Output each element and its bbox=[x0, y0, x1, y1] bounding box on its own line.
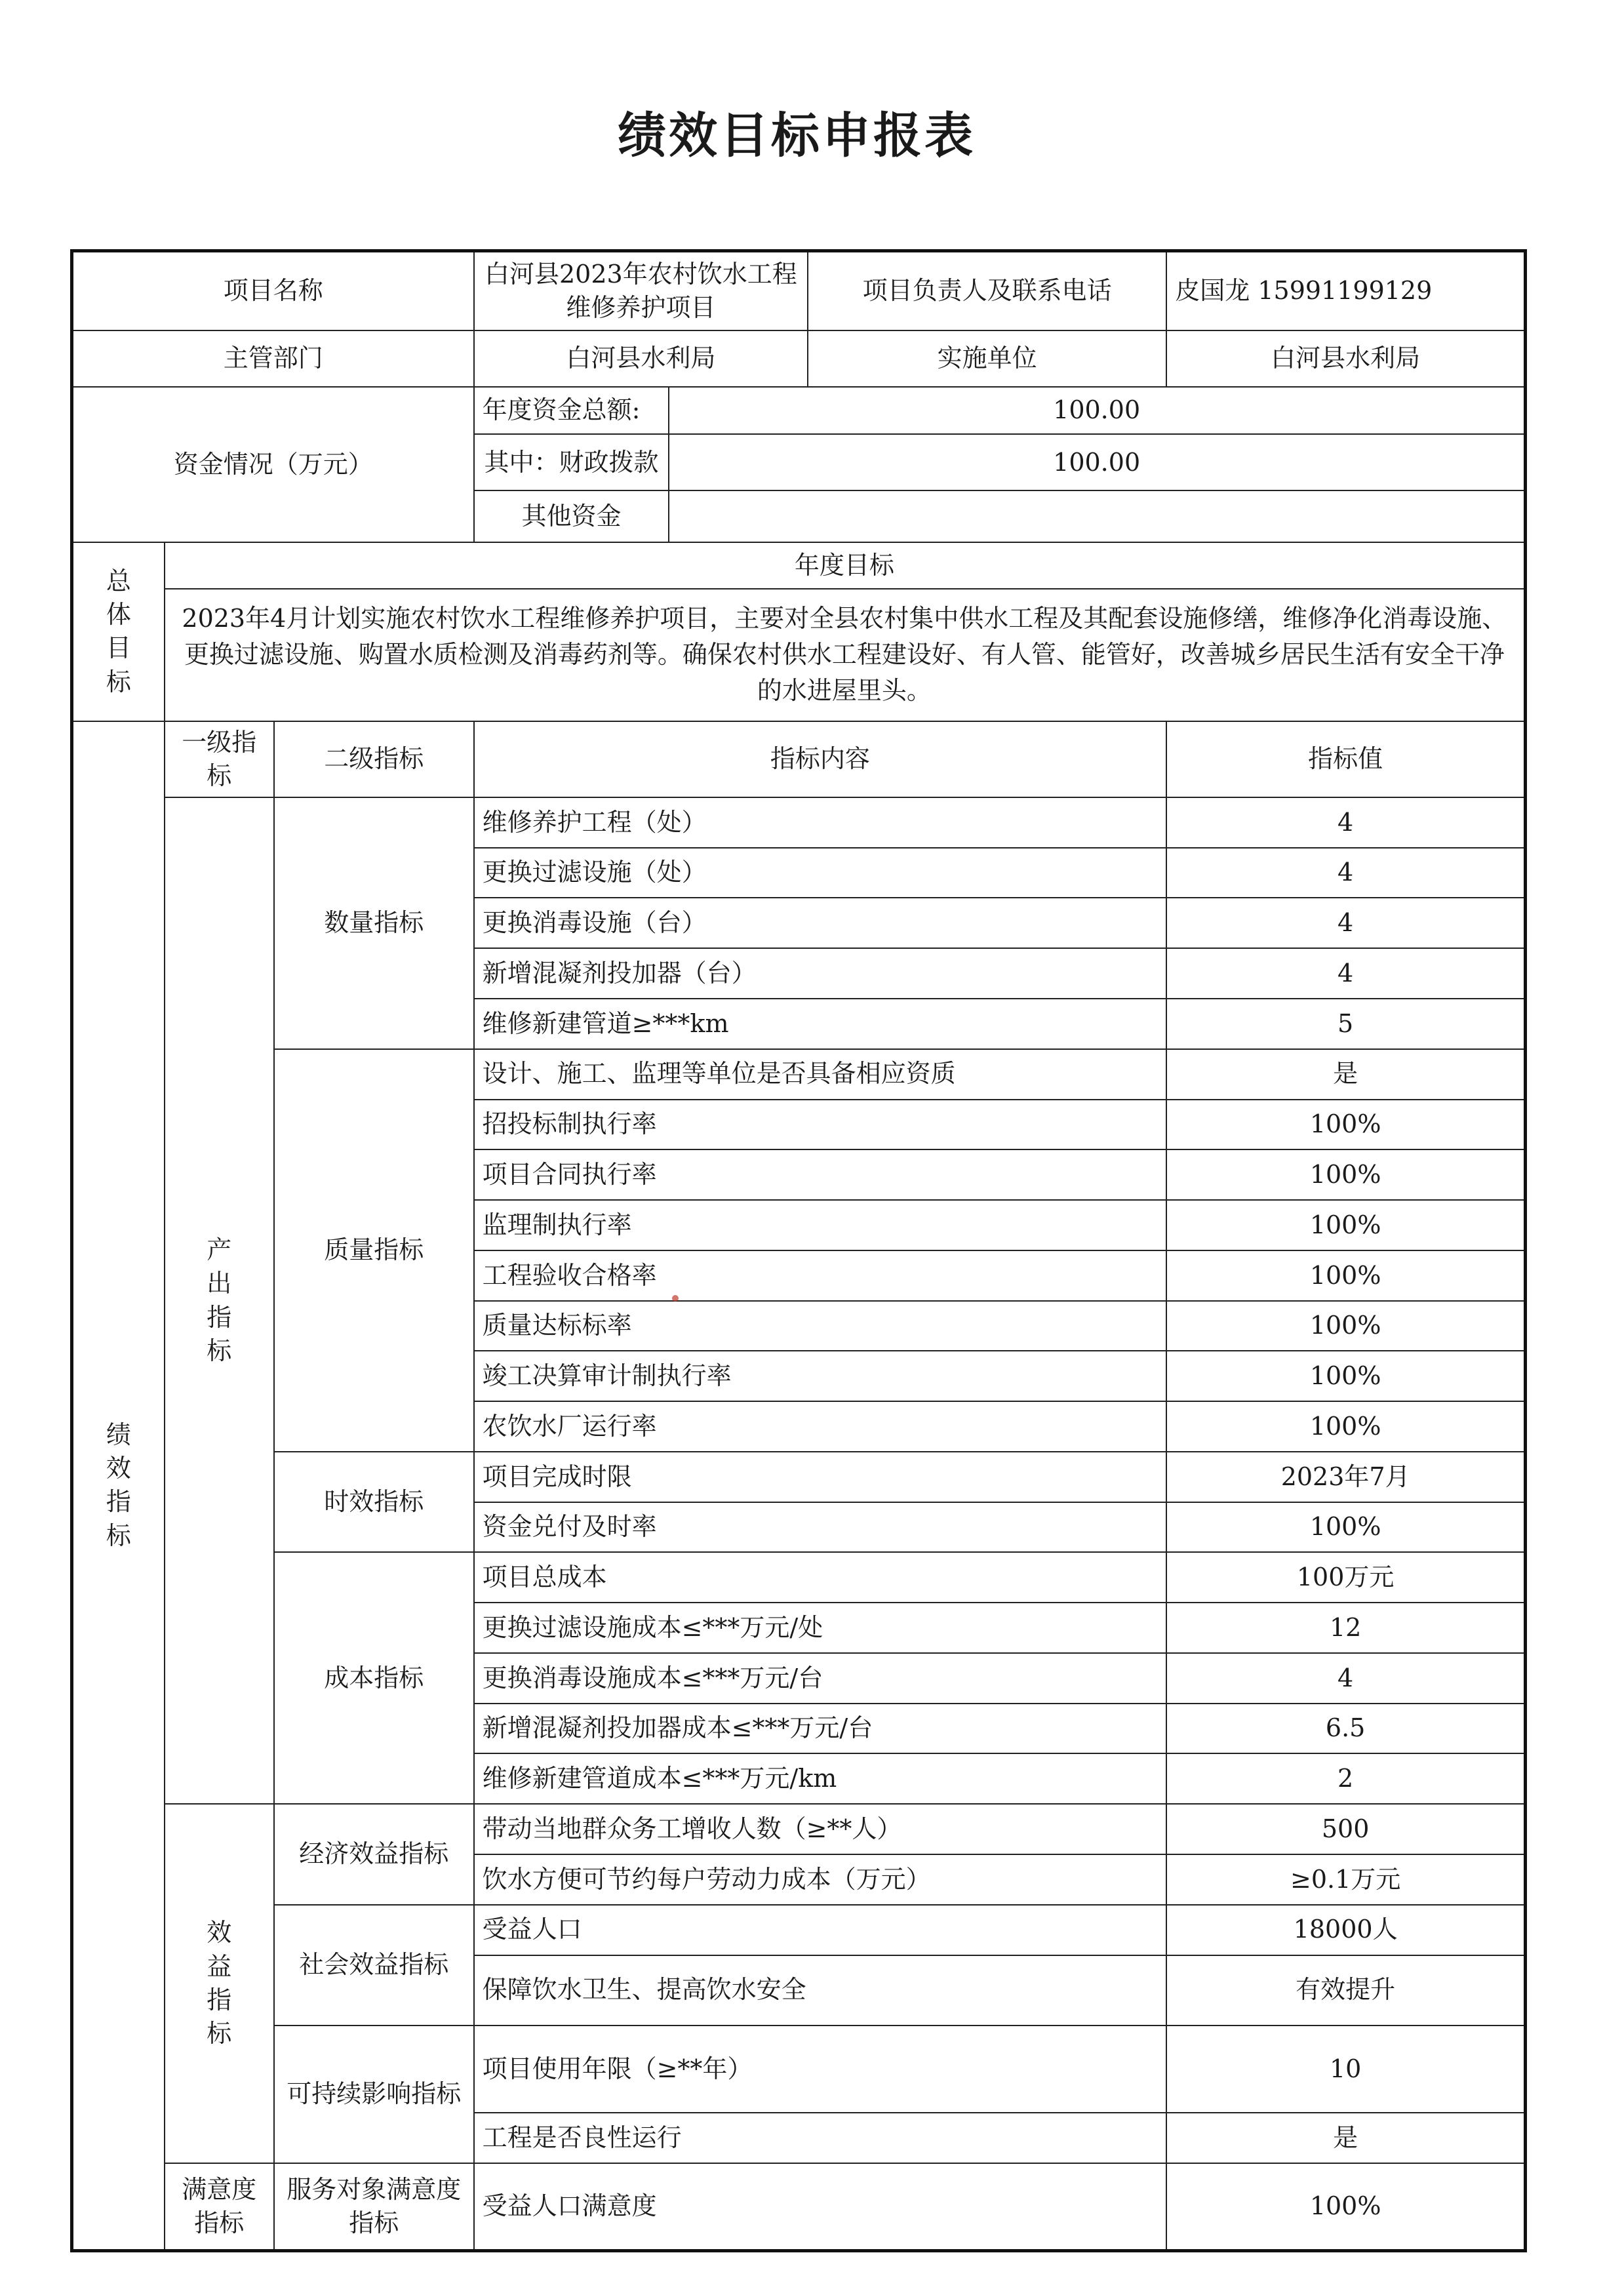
timeliness-indicators-label: 时效指标 bbox=[274, 1452, 474, 1553]
indicator-content: 资金兑付及时率 bbox=[474, 1502, 1167, 1553]
funds-other-value bbox=[669, 490, 1525, 542]
contact-label: 项目负责人及联系电话 bbox=[808, 251, 1166, 330]
quality-indicators-label: 质量指标 bbox=[274, 1049, 474, 1452]
indicator-row bbox=[72, 1049, 1526, 1100]
indicator-value: 是 bbox=[1166, 2113, 1525, 2163]
indicator-value: 4 bbox=[1166, 797, 1525, 848]
scan-artifact-dot bbox=[672, 1295, 679, 1302]
indicator-value: 100% bbox=[1166, 1149, 1525, 1200]
benefit-indicators-label: 效益指标 bbox=[165, 1804, 274, 2163]
indicator-value: 2 bbox=[1166, 1753, 1525, 1804]
indicator-value: 100% bbox=[1166, 1351, 1525, 1401]
indicator-header-row bbox=[72, 721, 1526, 797]
indicator-content: 质量达标标率 bbox=[474, 1301, 1167, 1351]
funds-fiscal-label: 其中：财政拨款 bbox=[474, 434, 669, 490]
funds-other-label: 其他资金 bbox=[474, 490, 669, 542]
indicator-content: 项目总成本 bbox=[474, 1552, 1167, 1603]
indicator-value: 4 bbox=[1166, 948, 1525, 999]
indicator-content: 工程是否良性运行 bbox=[474, 2113, 1167, 2163]
indicator-row bbox=[72, 1452, 1526, 1502]
indicator-value: 500 bbox=[1166, 1804, 1525, 1854]
impl-label: 实施单位 bbox=[808, 330, 1166, 387]
col-level2-header: 二级指标 bbox=[274, 721, 474, 797]
contact-value: 皮国龙 15991199129 bbox=[1166, 251, 1525, 330]
indicator-value: 100% bbox=[1166, 2163, 1525, 2251]
indicator-content: 带动当地群众务工增收人数（≥**人） bbox=[474, 1804, 1167, 1854]
funds-label: 资金情况（万元） bbox=[72, 387, 474, 542]
indicator-value: 12 bbox=[1166, 1603, 1525, 1653]
indicator-value: 有效提升 bbox=[1166, 1955, 1525, 2026]
performance-indicators-label: 绩效指标 bbox=[72, 721, 165, 2251]
sustainability-label: 可持续影响指标 bbox=[274, 2026, 474, 2163]
overall-goal-label: 总体目标 bbox=[72, 542, 165, 721]
impl-value: 白河县水利局 bbox=[1166, 330, 1525, 387]
funds-total-value: 100.00 bbox=[669, 387, 1525, 435]
indicator-value: 6.5 bbox=[1166, 1704, 1525, 1754]
indicator-content: 招投标制执行率 bbox=[474, 1100, 1167, 1150]
dept-label: 主管部门 bbox=[72, 330, 474, 387]
indicator-content: 更换过滤设施成本≤***万元/处 bbox=[474, 1603, 1167, 1653]
indicator-value: 100% bbox=[1166, 1401, 1525, 1452]
annual-goal-header: 年度目标 bbox=[165, 542, 1526, 589]
indicator-content: 受益人口 bbox=[474, 1905, 1167, 1955]
indicator-content: 项目使用年限（≥**年） bbox=[474, 2026, 1167, 2113]
indicator-content: 维修新建管道成本≤***万元/km bbox=[474, 1753, 1167, 1804]
indicator-value: 100% bbox=[1166, 1301, 1525, 1351]
col-value-header: 指标值 bbox=[1166, 721, 1525, 797]
indicator-value: 18000人 bbox=[1166, 1905, 1525, 1955]
social-benefit-label: 社会效益指标 bbox=[274, 1905, 474, 2026]
indicator-content: 饮水方便可节约每户劳动力成本（万元） bbox=[474, 1854, 1167, 1905]
indicator-value: 100万元 bbox=[1166, 1552, 1525, 1603]
dept-value: 白河县水利局 bbox=[474, 330, 808, 387]
indicator-row bbox=[72, 1905, 1526, 1955]
indicator-content: 维修新建管道≥***km bbox=[474, 999, 1167, 1049]
indicator-row bbox=[72, 1552, 1526, 1603]
indicator-value: 是 bbox=[1166, 1049, 1525, 1100]
indicator-content: 更换过滤设施（处） bbox=[474, 848, 1167, 898]
goal-header-row bbox=[72, 542, 1526, 589]
indicator-content: 保障饮水卫生、提高饮水安全 bbox=[474, 1955, 1167, 2026]
economic-benefit-label: 经济效益指标 bbox=[274, 1804, 474, 1905]
col-content-header: 指标内容 bbox=[474, 721, 1167, 797]
performance-target-form bbox=[70, 249, 1527, 2252]
indicator-row bbox=[72, 1804, 1526, 1854]
indicator-value: 100% bbox=[1166, 1200, 1525, 1250]
indicator-content: 新增混凝剂投加器（台） bbox=[474, 948, 1167, 999]
indicator-content: 项目完成时限 bbox=[474, 1452, 1167, 1502]
goal-text-row bbox=[72, 589, 1526, 721]
indicator-content: 新增混凝剂投加器成本≤***万元/台 bbox=[474, 1704, 1167, 1754]
project-name-label: 项目名称 bbox=[72, 251, 474, 330]
annual-goal-text: 2023年4月计划实施农村饮水工程维修养护项目，主要对全县农村集中供水工程及其配套设施修缮，维修净化消毒设施、更换过滤设施、购置水质检测及消毒药剂等。确保农村供水工程建设好、有人管、能管好，改善城乡居民生活有安全干净的水进屋里头。 bbox=[165, 589, 1526, 721]
indicator-value: 100% bbox=[1166, 1502, 1525, 1553]
indicator-content: 竣工决算审计制执行率 bbox=[474, 1351, 1167, 1401]
indicator-content: 工程验收合格率 bbox=[474, 1250, 1167, 1301]
indicator-content: 更换消毒设施（台） bbox=[474, 898, 1167, 948]
indicator-row bbox=[72, 2163, 1526, 2251]
indicator-value: 10 bbox=[1166, 2026, 1525, 2113]
indicator-value: 100% bbox=[1166, 1100, 1525, 1150]
page-title: 绩效目标申报表 bbox=[618, 108, 976, 164]
indicator-value: ≥0.1万元 bbox=[1166, 1854, 1525, 1905]
indicator-content: 农饮水厂运行率 bbox=[474, 1401, 1167, 1452]
funds-fiscal-value: 100.00 bbox=[669, 434, 1525, 490]
output-indicators-label: 产出指标 bbox=[165, 797, 274, 1804]
service-satisfaction-label: 服务对象满意度指标 bbox=[274, 2163, 474, 2251]
indicator-value: 100% bbox=[1166, 1250, 1525, 1301]
satisfaction-indicators-label: 满意度指标 bbox=[165, 2163, 274, 2251]
indicator-value: 4 bbox=[1166, 1653, 1525, 1704]
indicator-content: 项目合同执行率 bbox=[474, 1149, 1167, 1200]
indicator-value: 4 bbox=[1166, 898, 1525, 948]
indicator-value: 2023年7月 bbox=[1166, 1452, 1525, 1502]
project-name-value: 白河县2023年农村饮水工程维修养护项目 bbox=[474, 251, 808, 330]
indicator-content: 受益人口满意度 bbox=[474, 2163, 1167, 2251]
indicator-row bbox=[72, 2026, 1526, 2113]
funds-total-row bbox=[72, 387, 1526, 435]
indicator-row bbox=[72, 797, 1526, 848]
indicator-content: 更换消毒设施成本≤***万元/台 bbox=[474, 1653, 1167, 1704]
department-row bbox=[72, 330, 1526, 387]
indicator-value: 5 bbox=[1166, 999, 1525, 1049]
indicator-value: 4 bbox=[1166, 848, 1525, 898]
project-name-row bbox=[72, 251, 1526, 330]
cost-indicators-label: 成本指标 bbox=[274, 1552, 474, 1804]
col-level1-header: 一级指标 bbox=[165, 721, 274, 797]
indicator-content: 设计、施工、监理等单位是否具备相应资质 bbox=[474, 1049, 1167, 1100]
indicator-content: 监理制执行率 bbox=[474, 1200, 1167, 1250]
indicator-content: 维修养护工程（处） bbox=[474, 797, 1167, 848]
quantity-indicators-label: 数量指标 bbox=[274, 797, 474, 1049]
funds-total-label: 年度资金总额: bbox=[474, 387, 669, 435]
